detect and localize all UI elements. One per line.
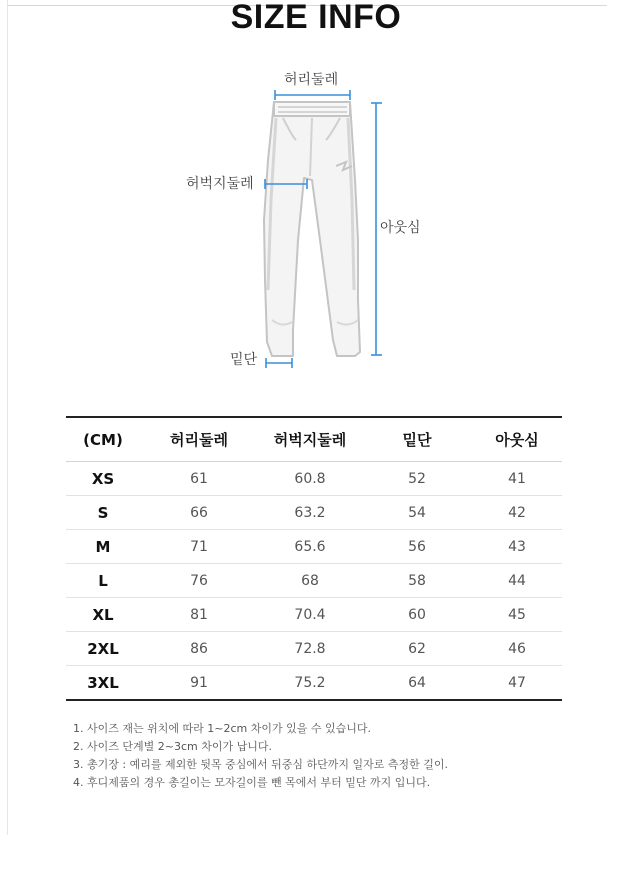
header-thigh: 허벅지둘레: [258, 417, 362, 462]
waist-cell: 61: [140, 462, 258, 496]
hem-label: 밑단: [230, 352, 258, 368]
waist-label: 허리둘레: [284, 72, 339, 88]
table-header-row: [66, 417, 562, 462]
size-notes: [73, 720, 448, 792]
hem-cell: 56: [362, 530, 472, 564]
waist-cell: 66: [140, 496, 258, 530]
size-cell: 3XL: [66, 666, 140, 701]
thigh-cell: 72.8: [258, 632, 362, 666]
note-item: 3. 총기장 : 예리를 제외한 뒷목 중심에서 뒤중심 하단까지 일자로 측정한 길이.: [73, 758, 448, 771]
outseam-label: 아웃심: [380, 220, 421, 236]
outseam-cell: 45: [472, 598, 562, 632]
table-row: [66, 632, 562, 666]
waist-cell: 76: [140, 564, 258, 598]
table-row: [66, 564, 562, 598]
thigh-cell: 63.2: [258, 496, 362, 530]
waist-cell: 71: [140, 530, 258, 564]
hem-cell: 62: [362, 632, 472, 666]
thigh-cell: 60.8: [258, 462, 362, 496]
thigh-label: 허벅지둘레: [186, 176, 254, 192]
pants-illustration: [0, 60, 632, 390]
waist-cell: 81: [140, 598, 258, 632]
size-cell: XL: [66, 598, 140, 632]
waistband: [274, 102, 350, 116]
note-item: 1. 사이즈 재는 위치에 따라 1~2cm 차이가 있을 수 있습니다.: [73, 722, 371, 735]
hem-cell: 52: [362, 462, 472, 496]
size-cell: 2XL: [66, 632, 140, 666]
thigh-cell: 65.6: [258, 530, 362, 564]
header-hem: 밑단: [362, 417, 472, 462]
header-waist: 허리둘레: [140, 417, 258, 462]
pants-measurement-diagram: [0, 60, 632, 390]
table-row: [66, 496, 562, 530]
thigh-cell: 75.2: [258, 666, 362, 701]
size-cell: L: [66, 564, 140, 598]
waist-cell: 91: [140, 666, 258, 701]
size-cell: XS: [66, 462, 140, 496]
hem-cell: 64: [362, 666, 472, 701]
outseam-cell: 41: [472, 462, 562, 496]
size-table: [66, 416, 562, 701]
header-unit: (CM): [66, 417, 140, 462]
note-item: 2. 사이즈 단계별 2~3cm 차이가 납니다.: [73, 740, 272, 753]
table-row: [66, 598, 562, 632]
outseam-cell: 46: [472, 632, 562, 666]
thigh-cell: 70.4: [258, 598, 362, 632]
hem-cell: 60: [362, 598, 472, 632]
page-title: SIZE INFO: [230, 0, 402, 36]
thigh-cell: 68: [258, 564, 362, 598]
outseam-cell: 43: [472, 530, 562, 564]
table-row: [66, 462, 562, 496]
header-outseam: 아웃심: [472, 417, 562, 462]
table-row: [66, 666, 562, 701]
table-row: [66, 530, 562, 564]
size-cell: S: [66, 496, 140, 530]
note-item: 4. 후디제품의 경우 총길이는 모자길이를 뺀 목에서 부터 밑단 까지 입니다.: [73, 776, 431, 789]
outseam-cell: 44: [472, 564, 562, 598]
outseam-cell: 47: [472, 666, 562, 701]
waist-cell: 86: [140, 632, 258, 666]
hem-cell: 58: [362, 564, 472, 598]
size-cell: M: [66, 530, 140, 564]
outseam-cell: 42: [472, 496, 562, 530]
hem-cell: 54: [362, 496, 472, 530]
